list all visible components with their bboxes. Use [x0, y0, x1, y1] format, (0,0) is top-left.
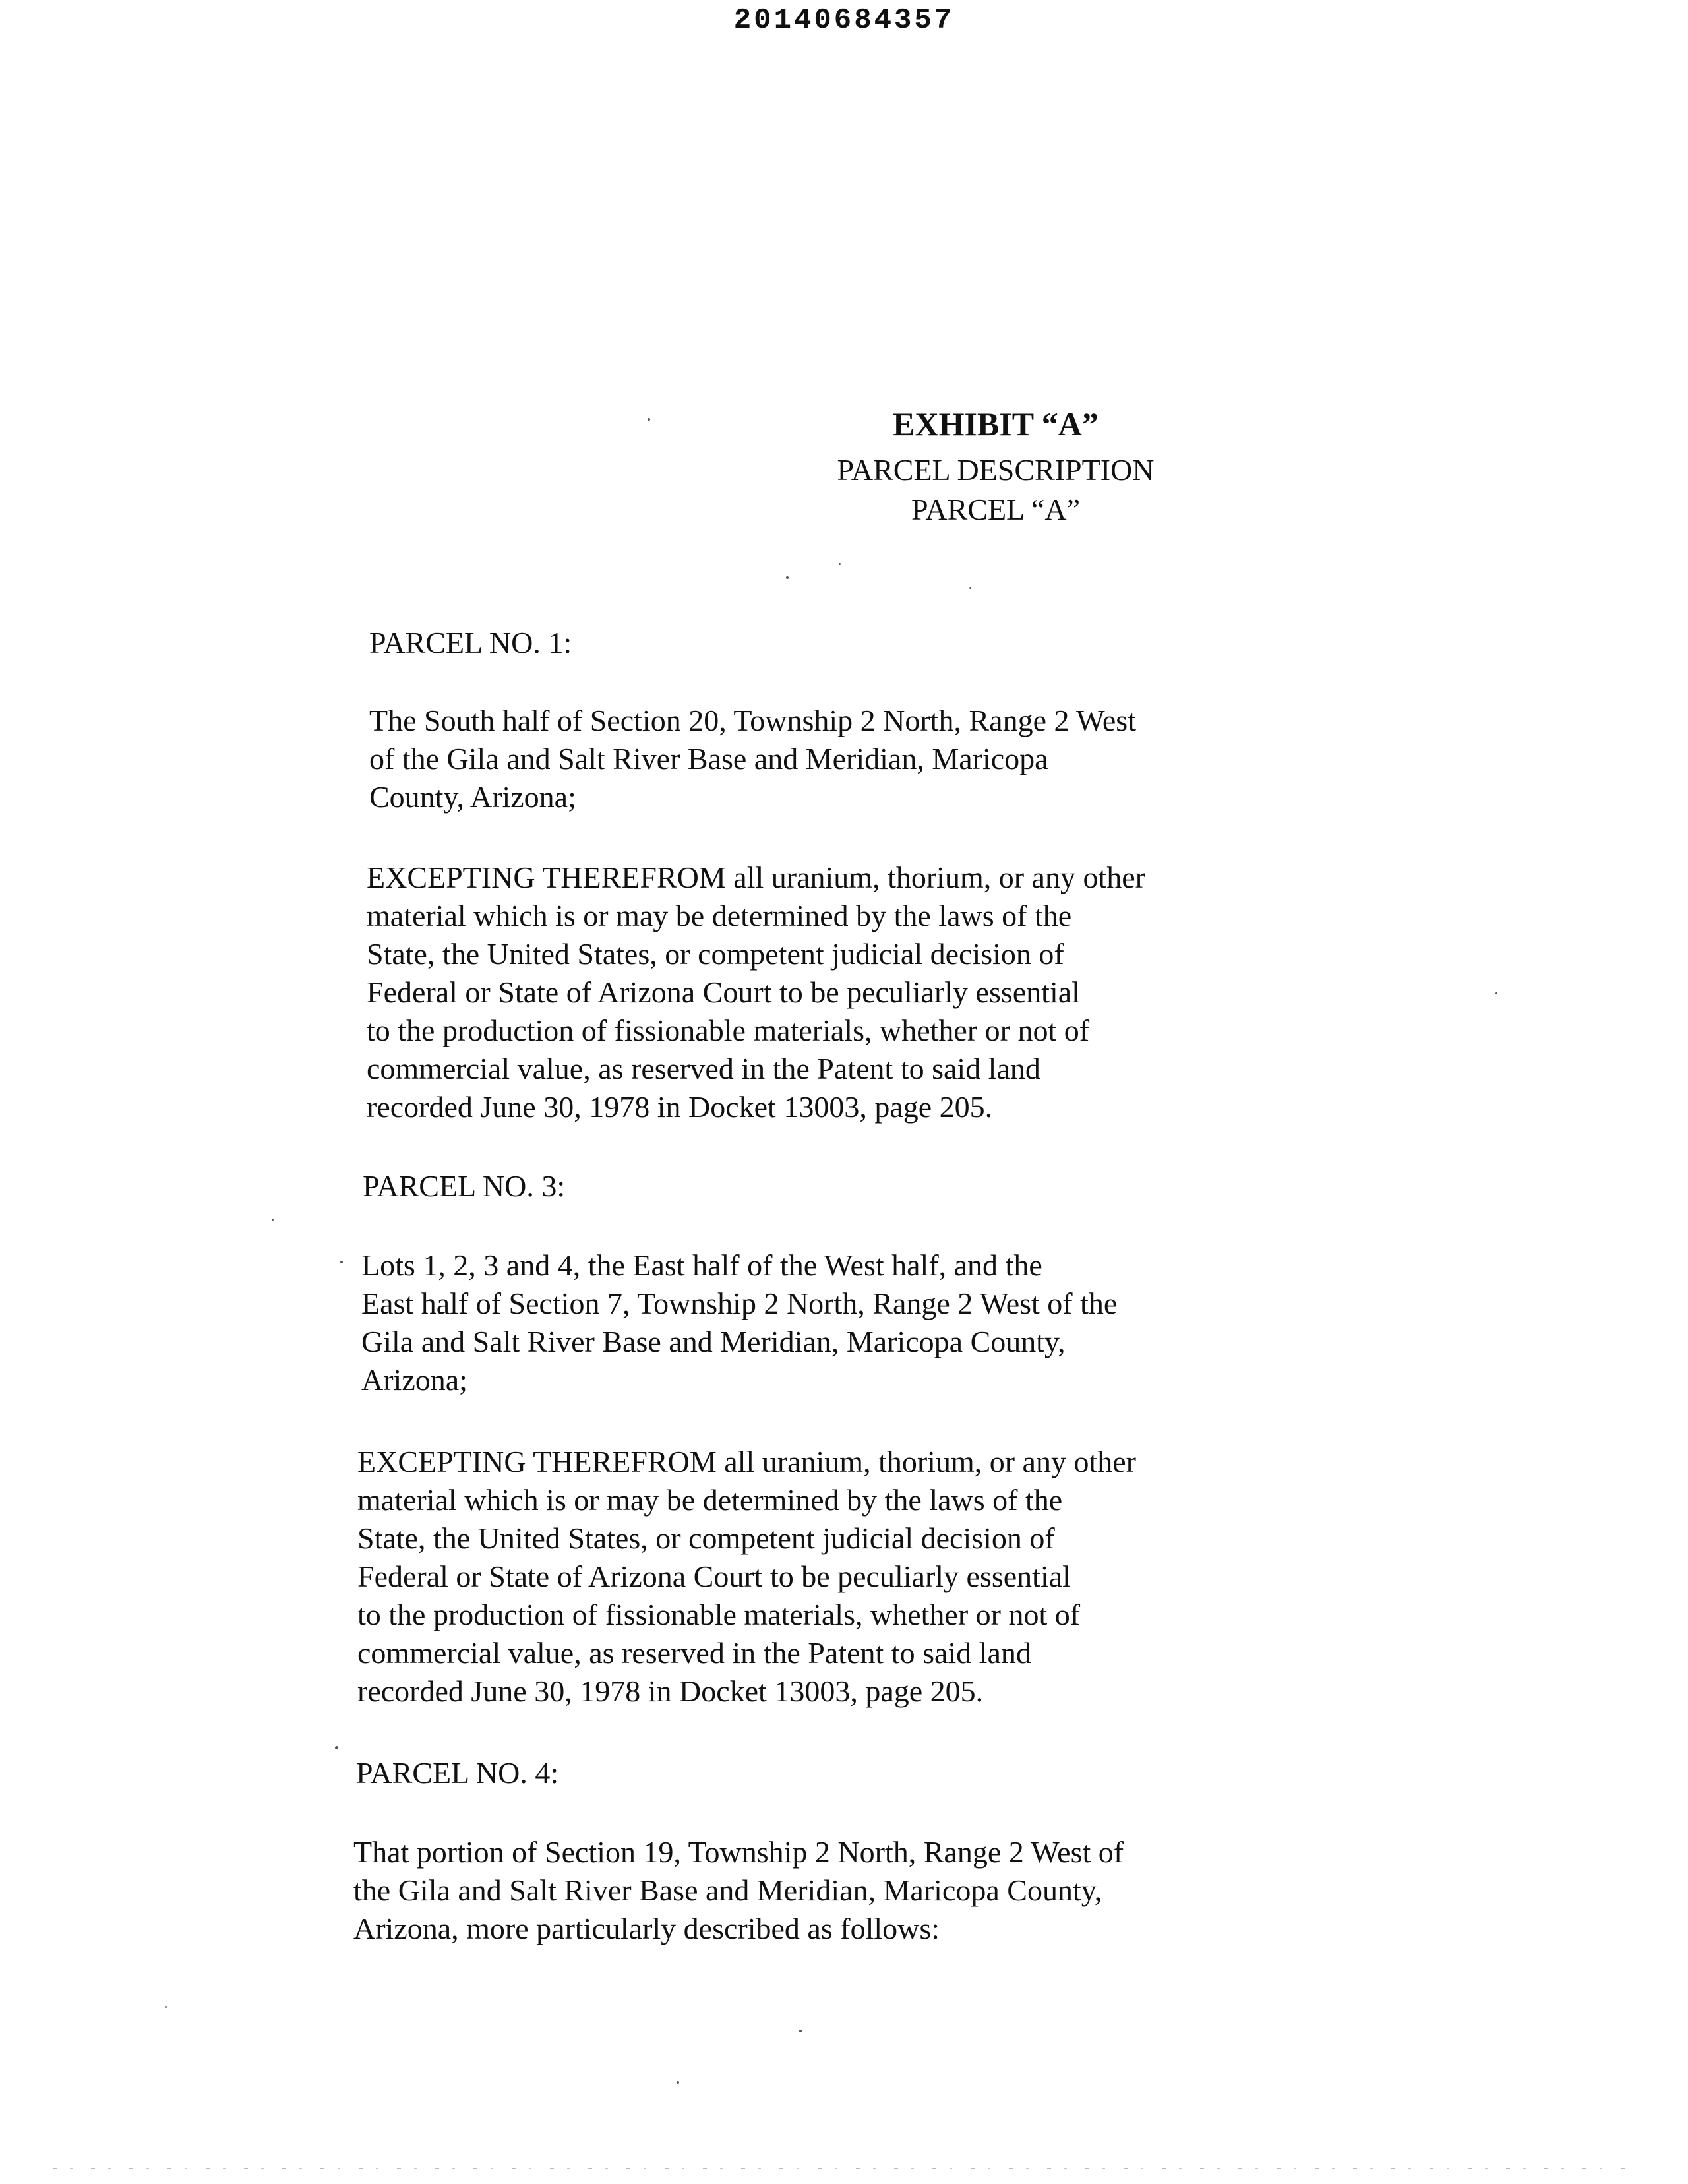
- text-line: County, Arizona;: [369, 780, 576, 814]
- scan-speck: [335, 1746, 338, 1749]
- text-line: the Gila and Salt River Base and Meridian, Maricopa County,: [353, 1873, 1102, 1907]
- text-line: Federal or State of Arizona Court to be peculiarly essential: [367, 975, 1080, 1009]
- parcel-1-description: [369, 702, 1136, 816]
- scan-speck: [340, 1261, 343, 1263]
- scan-speck: [799, 2030, 802, 2032]
- parcel-3-exception: [357, 1443, 1136, 1711]
- scan-speck: [272, 1219, 274, 1221]
- text-line: recorded June 30, 1978 in Docket 13003, page 205.: [357, 1674, 984, 1708]
- parcel-1-exception: [367, 859, 1145, 1126]
- scan-speck: [165, 2006, 167, 2008]
- text-line: EXCEPTING THEREFROM all uranium, thorium, or any other: [367, 861, 1145, 894]
- text-line: to the production of fissionable materials, whether or not of: [367, 1014, 1090, 1047]
- text-line: to the production of fissionable materials, whether or not of: [357, 1598, 1081, 1631]
- scan-speck: [677, 2081, 679, 2084]
- text-line: recorded June 30, 1978 in Docket 13003, page 205.: [367, 1090, 993, 1124]
- text-line: of the Gila and Salt River Base and Meridian, Maricopa: [369, 742, 1048, 775]
- text-line: Gila and Salt River Base and Meridian, Maricopa County,: [361, 1325, 1066, 1358]
- text-line: Lots 1, 2, 3 and 4, the East half of the West half, and the: [361, 1248, 1042, 1282]
- parcel-4-heading: PARCEL NO. 4:: [356, 1756, 559, 1790]
- text-line: State, the United States, or competent judicial decision of: [357, 1521, 1055, 1555]
- text-line: commercial value, as reserved in the Patent to said land: [357, 1636, 1031, 1670]
- recording-number: 20140684357: [733, 4, 955, 37]
- text-line: Arizona, more particularly described as follows:: [353, 1912, 940, 1945]
- exhibit-subtitle: PARCEL DESCRIPTION: [837, 453, 1155, 487]
- scan-speck: [786, 576, 789, 579]
- parcel-1-heading: PARCEL NO. 1:: [369, 626, 572, 659]
- parcel-3-heading: PARCEL NO. 3:: [363, 1169, 566, 1203]
- text-line: The South half of Section 20, Township 2 North, Range 2 West: [369, 704, 1136, 737]
- text-line: material which is or may be determined by the laws of the: [367, 899, 1072, 932]
- scan-speck: [1495, 992, 1497, 994]
- scan-speck: [839, 563, 841, 565]
- parcel-4-description: [353, 1833, 1124, 1948]
- text-line: East half of Section 7, Township 2 North, Range 2 West of the: [361, 1287, 1118, 1320]
- scan-edge-noise: [53, 2168, 1635, 2169]
- exhibit-parcel-label: PARCEL “A”: [911, 493, 1080, 526]
- text-line: commercial value, as reserved in the Patent to said land: [367, 1052, 1040, 1085]
- text-line: EXCEPTING THEREFROM all uranium, thorium, or any other: [357, 1445, 1136, 1478]
- exhibit-title: EXHIBIT “A”: [893, 406, 1099, 442]
- parcel-3-description: [361, 1246, 1117, 1399]
- scan-speck: [969, 587, 971, 589]
- text-line: That portion of Section 19, Township 2 North, Range 2 West of: [353, 1835, 1124, 1869]
- scan-speck: [648, 418, 650, 421]
- text-line: Arizona;: [361, 1363, 467, 1397]
- text-line: material which is or may be determined by the laws of the: [357, 1483, 1063, 1517]
- text-line: State, the United States, or competent judicial decision of: [367, 937, 1064, 971]
- text-line: Federal or State of Arizona Court to be peculiarly essential: [357, 1560, 1071, 1593]
